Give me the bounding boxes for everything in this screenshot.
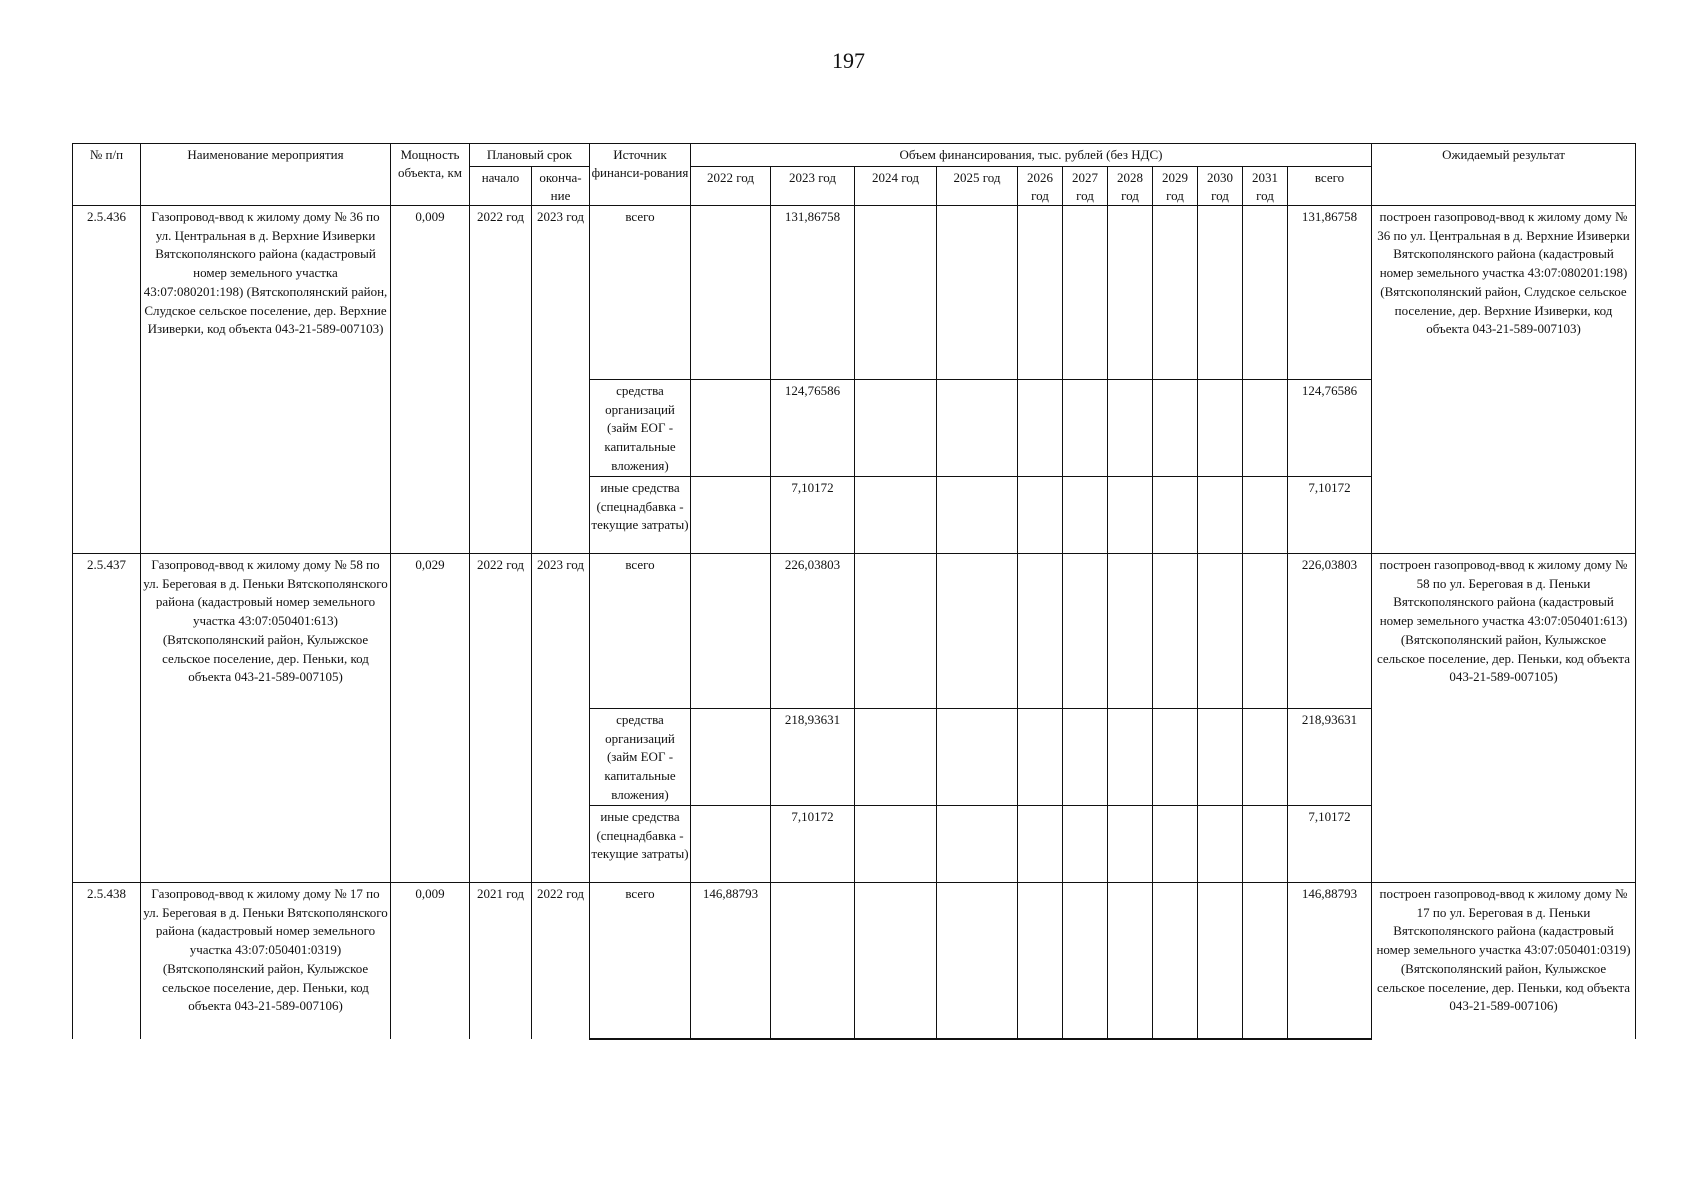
- row-result: построен газопровод-ввод к жилому дому № 36 по ул. Центральная в д. Верхние Изиверки Вятскополянского района (кадастровый номер земельного участка 43:07:080201:198) (Вятскополянский район, Слудское сельское поселение, дер. Верхние Изиверки, код объекта 043-21-589-007103): [1372, 206, 1636, 554]
- source-label: всего: [590, 883, 691, 1039]
- value-cell: [1018, 380, 1063, 477]
- row-name: Газопровод-ввод к жилому дому № 58 по ул. Береговая в д. Пеньки Вятскополянского района (кадастровый номер земельного участка 43:07:050401:613) (Вятскополянский район, Кулыжское сельское поселение, дер. Пеньки, код объекта 043-21-589-007105): [141, 554, 391, 883]
- value-cell: [1198, 206, 1243, 380]
- row-start: 2022 год: [470, 206, 532, 554]
- value-cell: [1018, 806, 1063, 883]
- value-cell: 218,93631: [771, 709, 855, 806]
- value-cell: [1153, 206, 1198, 380]
- value-cell: [1153, 477, 1198, 554]
- table-row: [73, 206, 1636, 380]
- value-cell: [1243, 709, 1288, 806]
- row-name: Газопровод-ввод к жилому дому № 17 по ул. Береговая в д. Пеньки Вятскополянского района (кадастровый номер земельного участка 43:07:050401:0319) (Вятскополянский район, Кулыжское сельское поселение, дер. Пеньки, код объекта 043-21-589-007106): [141, 883, 391, 1039]
- value-cell: [937, 806, 1018, 883]
- value-cell: [1063, 380, 1108, 477]
- value-cell: [691, 380, 771, 477]
- row-num: 2.5.438: [73, 883, 141, 1039]
- value-cell: [1018, 477, 1063, 554]
- funding-table: [72, 143, 1636, 1040]
- value-cell: [1063, 709, 1108, 806]
- value-cell: 146,88793: [691, 883, 771, 1039]
- value-cell: [1153, 380, 1198, 477]
- value-cell: [855, 380, 937, 477]
- value-cell: [855, 554, 937, 709]
- header-year: 2031 год: [1243, 167, 1288, 206]
- value-cell: [1198, 380, 1243, 477]
- row-num: 2.5.436: [73, 206, 141, 554]
- row-result: построен газопровод-ввод к жилому дому № 58 по ул. Береговая в д. Пеньки Вятскополянского района (кадастровый номер земельного участка 43:07:050401:613) (Вятскополянский район, Кулыжское сельское поселение, дер. Пеньки, код объекта 043-21-589-007105): [1372, 554, 1636, 883]
- table-header: [73, 144, 1636, 206]
- value-cell: [691, 806, 771, 883]
- value-cell: [937, 477, 1018, 554]
- value-cell: [1243, 554, 1288, 709]
- value-cell: [855, 206, 937, 380]
- row-start: 2021 год: [470, 883, 532, 1039]
- value-cell: [1198, 709, 1243, 806]
- row-capacity: 0,009: [391, 883, 470, 1039]
- header-name: Наименование мероприятия: [141, 144, 391, 206]
- header-planned-term: Плановый срок: [470, 144, 590, 167]
- header-year: 2029 год: [1153, 167, 1198, 206]
- value-cell: 226,03803: [771, 554, 855, 709]
- header-year: 2027 год: [1063, 167, 1108, 206]
- value-cell: [1108, 883, 1153, 1039]
- total-cell: 226,03803: [1288, 554, 1372, 709]
- header-year: 2028 год: [1108, 167, 1153, 206]
- value-cell: [1018, 883, 1063, 1039]
- header-num: № п/п: [73, 144, 141, 206]
- row-end: 2023 год: [532, 206, 590, 554]
- header-end: оконча-ние: [532, 167, 590, 206]
- value-cell: [855, 477, 937, 554]
- value-cell: [1243, 477, 1288, 554]
- value-cell: [937, 709, 1018, 806]
- row-name: Газопровод-ввод к жилому дому № 36 по ул. Центральная в д. Верхние Изиверки Вятскополянского района (кадастровый номер земельного участка 43:07:080201:198) (Вятскополянский район, Слудское сельское поселение, дер. Верхние Изиверки, код объекта 043-21-589-007103): [141, 206, 391, 554]
- header-start: начало: [470, 167, 532, 206]
- value-cell: [1153, 806, 1198, 883]
- value-cell: [855, 806, 937, 883]
- table-row: [73, 883, 1636, 1039]
- value-cell: [771, 883, 855, 1039]
- value-cell: [1198, 477, 1243, 554]
- value-cell: [1063, 477, 1108, 554]
- value-cell: [691, 477, 771, 554]
- value-cell: [1243, 806, 1288, 883]
- total-cell: 146,88793: [1288, 883, 1372, 1039]
- row-result: построен газопровод-ввод к жилому дому № 17 по ул. Береговая в д. Пеньки Вятскополянского района (кадастровый номер земельного участка 43:07:050401:0319) (Вятскополянский район, Кулыжское сельское поселение, дер. Пеньки, код объекта 043-21-589-007106): [1372, 883, 1636, 1039]
- header-result: Ожидаемый результат: [1372, 144, 1636, 206]
- total-cell: 124,76586: [1288, 380, 1372, 477]
- value-cell: [1108, 709, 1153, 806]
- header-capacity: Мощность объекта, км: [391, 144, 470, 206]
- total-cell: 7,10172: [1288, 477, 1372, 554]
- value-cell: [1153, 709, 1198, 806]
- value-cell: [1063, 883, 1108, 1039]
- total-cell: 218,93631: [1288, 709, 1372, 806]
- value-cell: [691, 206, 771, 380]
- source-label: иные средства (спецнадбавка - текущие затраты): [590, 806, 691, 883]
- value-cell: [1063, 554, 1108, 709]
- value-cell: [937, 380, 1018, 477]
- value-cell: [1108, 554, 1153, 709]
- value-cell: 131,86758: [771, 206, 855, 380]
- value-cell: [1108, 380, 1153, 477]
- row-capacity: 0,029: [391, 554, 470, 883]
- value-cell: [1243, 380, 1288, 477]
- row-end: 2022 год: [532, 883, 590, 1039]
- page-number: 197: [832, 48, 865, 73]
- source-label: средства организаций (займ ЕОГ - капитальные вложения): [590, 380, 691, 477]
- value-cell: [1153, 554, 1198, 709]
- header-source: Источник финанси-рования: [590, 144, 691, 206]
- row-end: 2023 год: [532, 554, 590, 883]
- value-cell: [1108, 206, 1153, 380]
- header-year: 2024 год: [855, 167, 937, 206]
- value-cell: [691, 554, 771, 709]
- row-capacity: 0,009: [391, 206, 470, 554]
- value-cell: [937, 206, 1018, 380]
- value-cell: [1153, 883, 1198, 1039]
- row-start: 2022 год: [470, 554, 532, 883]
- value-cell: [1018, 554, 1063, 709]
- value-cell: [855, 709, 937, 806]
- header-year: 2030 год: [1198, 167, 1243, 206]
- value-cell: 7,10172: [771, 477, 855, 554]
- source-label: иные средства (спецнадбавка - текущие затраты): [590, 477, 691, 554]
- value-cell: [1198, 806, 1243, 883]
- row-num: 2.5.437: [73, 554, 141, 883]
- value-cell: [1243, 206, 1288, 380]
- source-label: всего: [590, 554, 691, 709]
- value-cell: [1198, 554, 1243, 709]
- value-cell: [1063, 206, 1108, 380]
- value-cell: [691, 709, 771, 806]
- value-cell: [937, 883, 1018, 1039]
- total-cell: 131,86758: [1288, 206, 1372, 380]
- table-row: [73, 554, 1636, 709]
- header-year: 2026 год: [1018, 167, 1063, 206]
- value-cell: 7,10172: [771, 806, 855, 883]
- value-cell: [855, 883, 937, 1039]
- value-cell: [1108, 806, 1153, 883]
- value-cell: [1018, 206, 1063, 380]
- value-cell: [1198, 883, 1243, 1039]
- source-label: всего: [590, 206, 691, 380]
- source-label: средства организаций (займ ЕОГ - капитальные вложения): [590, 709, 691, 806]
- value-cell: [1243, 883, 1288, 1039]
- header-total: всего: [1288, 167, 1372, 206]
- value-cell: [1063, 806, 1108, 883]
- table-body: [73, 206, 1636, 1039]
- value-cell: [1108, 477, 1153, 554]
- header-year: 2023 год: [771, 167, 855, 206]
- value-cell: [937, 554, 1018, 709]
- header-year: 2025 год: [937, 167, 1018, 206]
- value-cell: [1018, 709, 1063, 806]
- header-funding: Объем финансирования, тыс. рублей (без НДС): [691, 144, 1372, 167]
- value-cell: 124,76586: [771, 380, 855, 477]
- total-cell: 7,10172: [1288, 806, 1372, 883]
- header-year: 2022 год: [691, 167, 771, 206]
